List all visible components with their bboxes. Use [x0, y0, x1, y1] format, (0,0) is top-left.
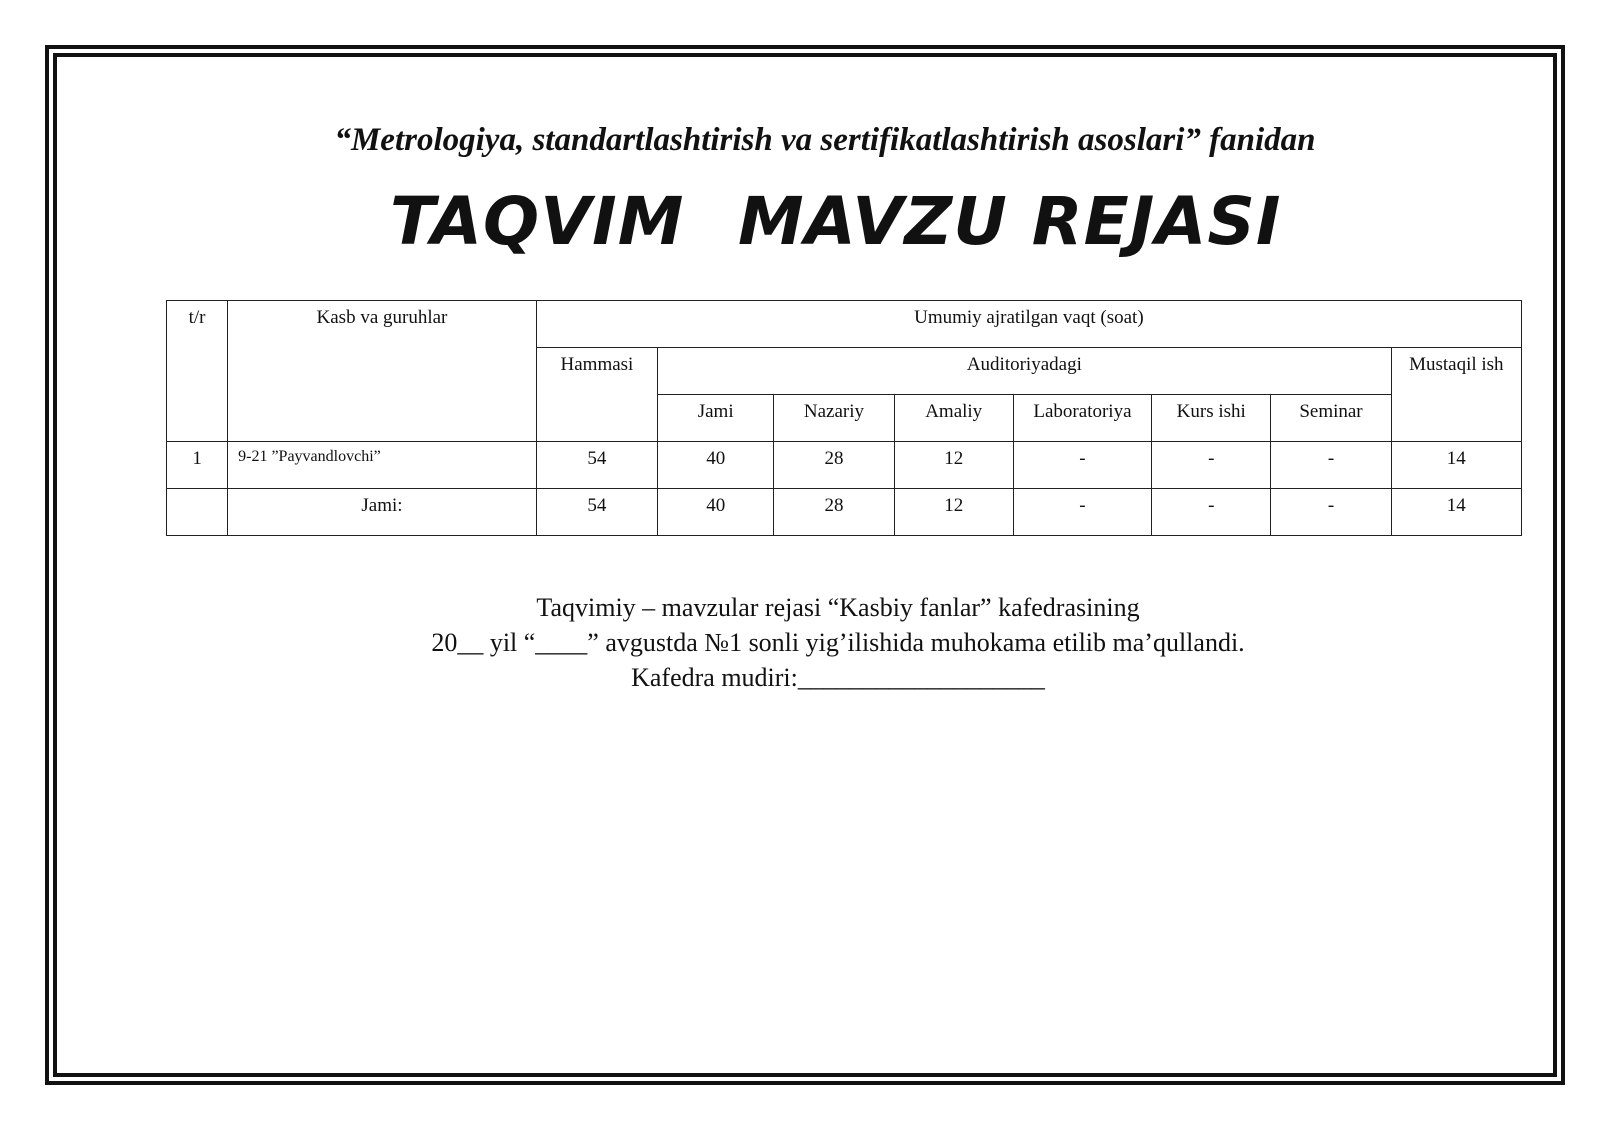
total-laboratoriya: - — [1013, 489, 1151, 536]
header-kurs-ishi: Kurs ishi — [1152, 395, 1271, 442]
row-seminar: - — [1271, 442, 1391, 489]
row-mustaqil: 14 — [1391, 442, 1521, 489]
row-tr: 1 — [167, 442, 228, 489]
approval-line-1: Taqvimiy – mavzular rejasi “Kasbiy fanlar” kafedrasining — [536, 593, 1140, 622]
total-nazariy: 28 — [774, 489, 894, 536]
total-kurs-ishi: - — [1152, 489, 1271, 536]
row-amaliy: 12 — [894, 442, 1013, 489]
row-kurs-ishi: - — [1152, 442, 1271, 489]
row-hammasi: 54 — [536, 442, 657, 489]
header-auditoriyadagi: Auditoriyadagi — [658, 348, 1392, 395]
document-title-word-2: MAVZU REJASI — [738, 183, 1282, 260]
document-subtitle: “Metrologiya, standartlashtirish va sertifikatlashtirish asoslari” fanidan — [334, 122, 1316, 158]
header-kasb: Kasb va guruhlar — [228, 301, 537, 442]
approval-line-2: 20__ yil “____” avgustda №1 sonli yig’ilishida muhokama etilib ma’qullandi. — [431, 628, 1245, 657]
row-nazariy: 28 — [774, 442, 894, 489]
plan-table — [166, 300, 1522, 536]
header-amaliy: Amaliy — [894, 395, 1013, 442]
total-tr-empty — [167, 489, 228, 536]
total-row — [167, 489, 1522, 536]
approval-signature-line: Kafedra mudiri:___________________ — [631, 663, 1045, 692]
header-mustaqil: Mustaqil ish — [1391, 348, 1521, 442]
total-label: Jami: — [228, 489, 537, 536]
total-jami: 40 — [658, 489, 774, 536]
row-jami: 40 — [658, 442, 774, 489]
header-jami: Jami — [658, 395, 774, 442]
row-laboratoriya: - — [1013, 442, 1151, 489]
header-seminar: Seminar — [1271, 395, 1391, 442]
header-row-1 — [167, 301, 1522, 348]
header-laboratoriya: Laboratoriya — [1013, 395, 1151, 442]
row-kasb: 9-21 ”Payvandlovchi” — [228, 442, 537, 489]
table-row — [167, 442, 1522, 489]
total-amaliy: 12 — [894, 489, 1013, 536]
total-seminar: - — [1271, 489, 1391, 536]
header-hammasi: Hammasi — [536, 348, 657, 442]
total-hammasi: 54 — [536, 489, 657, 536]
document-title-word-1: TAQVIM — [390, 183, 685, 260]
header-nazariy: Nazariy — [774, 395, 894, 442]
header-umumiy: Umumiy ajratilgan vaqt (soat) — [536, 301, 1521, 348]
header-tr: t/r — [167, 301, 228, 442]
total-mustaqil: 14 — [1391, 489, 1521, 536]
